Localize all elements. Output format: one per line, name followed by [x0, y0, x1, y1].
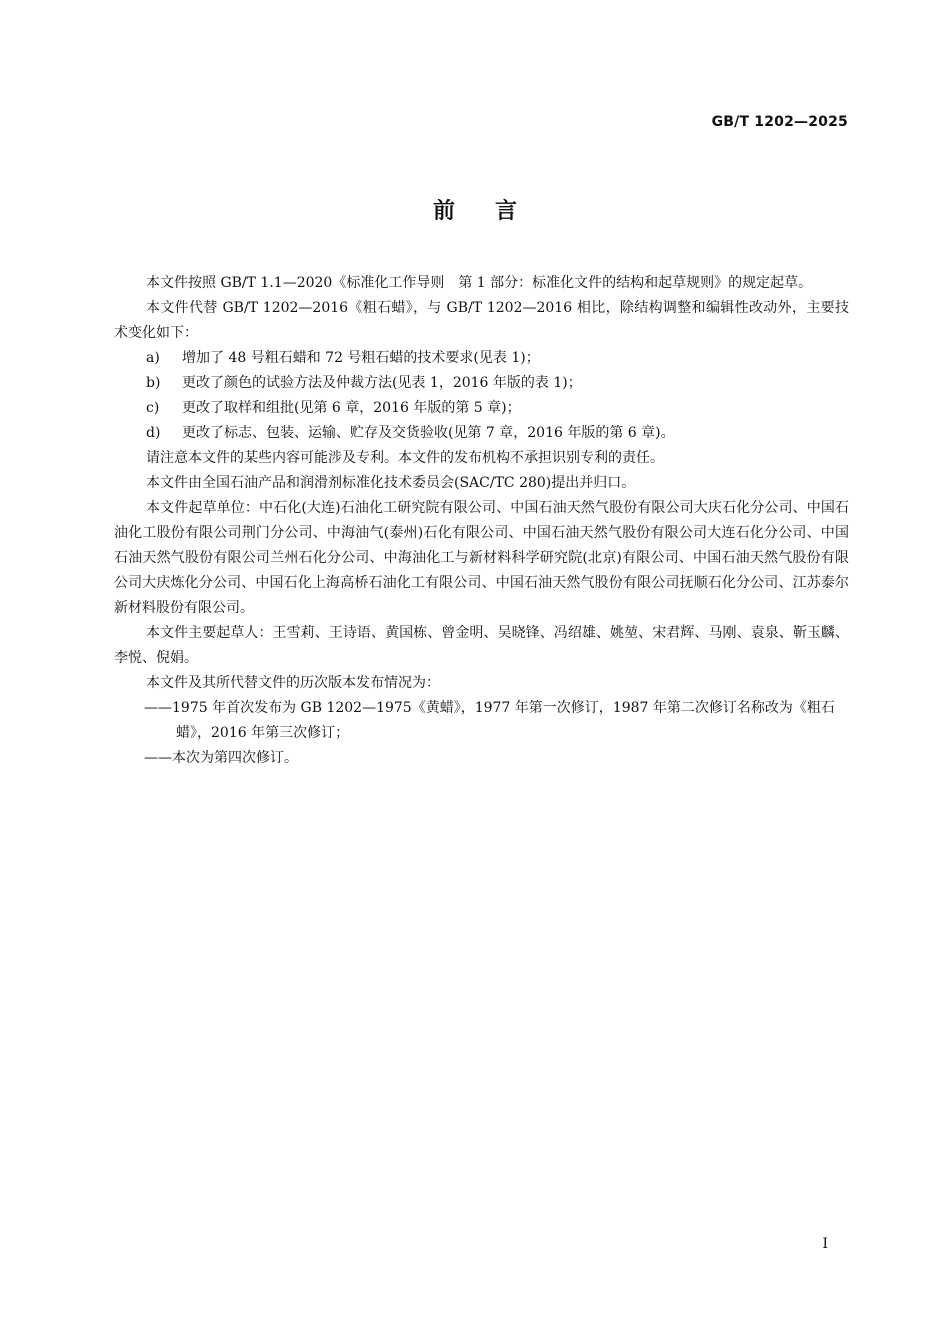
change-item-label: a)	[146, 350, 160, 366]
paragraph-replacement: 本文件代替 GB/T 1202—2016《粗石蜡》，与 GB/T 1202—2016 相比，除结构调整和编辑性改动外，主要技术变化如下：	[114, 300, 849, 341]
paragraph-proposer: 本文件由全国石油产品和润滑剂标准化技术委员会(SAC/TC 280)提出并归口。	[146, 475, 636, 491]
page-number: I	[822, 1236, 828, 1252]
history-item: ——本次为第四次修订。	[144, 750, 298, 766]
paragraph-patent-notice: 请注意本文件的某些内容可能涉及专利。本文件的发布机构不承担识别专利的责任。	[146, 450, 664, 466]
change-item-label: b)	[146, 375, 161, 391]
paragraph-drafting-units: 本文件起草单位：中石化(大连)石油化工研究院有限公司、中国石油天然气股份有限公司大庆石化分公司、中国石油化工股份有限公司荆门分公司、中海油气(泰州)石化有限公司、中国石油天然气股份有限公司大连石化分公司、中国石油天然气股份有限公司兰州石化分公司、中海油化工与新材料科学研究院(北京)有限公司、中国石油天然气股份有限公司大庆炼化分公司、中国石化上海高桥石油化工有限公司、中国石油天然气股份有限公司抚顺石化分公司、江苏泰尔新材料股份有限公司。	[114, 500, 849, 616]
foreword-body	[114, 271, 849, 771]
change-item	[114, 371, 849, 396]
paragraph-history-intro: 本文件及其所代替文件的历次版本发布情况为：	[146, 675, 440, 691]
change-item-label: d)	[146, 425, 161, 441]
page-title: 前言	[432, 199, 557, 224]
paragraph-drafting-rules: 本文件按照 GB/T 1.1—2020《标准化工作导则 第 1 部分：标准化文件的结构和起草规则》的规定起草。	[146, 275, 813, 291]
paragraph-drafters: 本文件主要起草人：王雪莉、王诗语、黄国栋、曾金明、吴晓锋、冯绍雄、姚堃、宋君辉、马刚、袁泉、靳玉麟、李悦、倪娟。	[114, 625, 849, 666]
change-item	[114, 421, 849, 446]
change-item-label: c)	[146, 400, 160, 416]
change-item-text: 更改了颜色的试验方法及仲裁方法(见表 1，2016 年版的表 1)；	[182, 375, 582, 391]
history-item: ——1975 年首次发布为 GB 1202—1975《黄蜡》，1977 年第一次修订，1987 年第二次修订名称改为《粗石蜡》，2016 年第三次修订；	[144, 700, 835, 741]
change-item-text: 增加了 48 号粗石蜡和 72 号粗石蜡的技术要求(见表 1)；	[182, 350, 540, 366]
change-item-text: 更改了标志、包装、运输、贮存及交货验收(见第 7 章，2016 年版的第 6 章)。	[182, 425, 675, 441]
change-item	[114, 346, 849, 371]
change-item-text: 更改了取样和组批(见第 6 章，2016 年版的第 5 章)；	[182, 400, 521, 416]
standard-number: GB/T 1202—2025	[711, 114, 848, 130]
change-item	[114, 396, 849, 421]
